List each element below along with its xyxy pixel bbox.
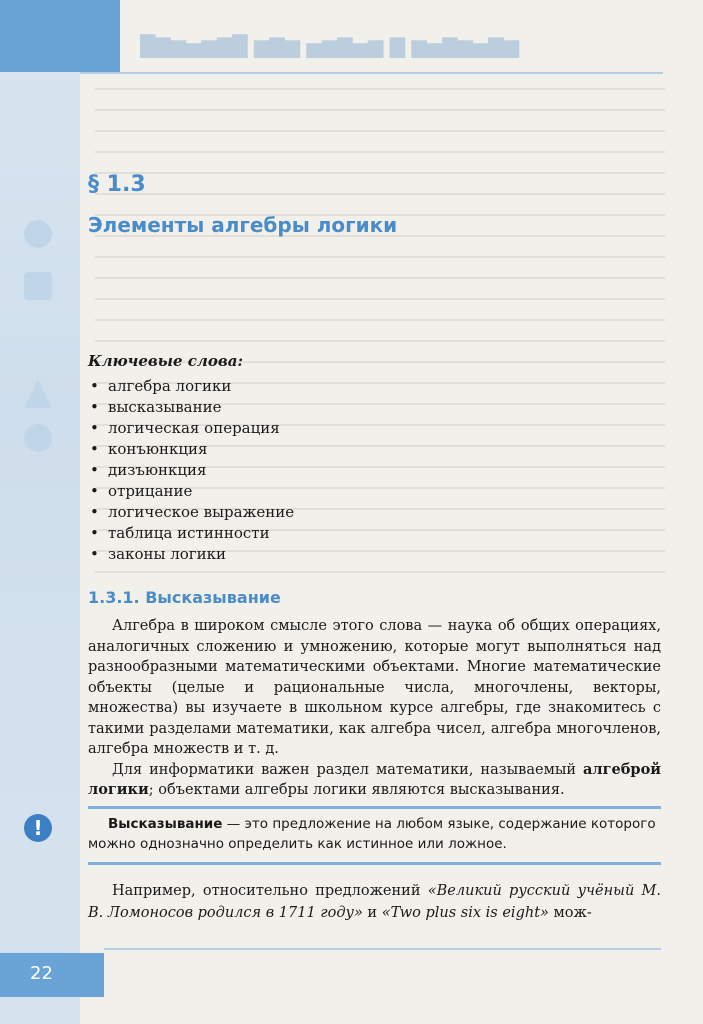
- keyword-item: • дизъюнкция: [88, 460, 588, 481]
- keyword-item: • конъюнкция: [88, 439, 588, 460]
- keywords-block: [88, 352, 588, 565]
- keywords-list: [88, 376, 588, 565]
- definition-term: Высказывание: [108, 816, 223, 832]
- example-text: [88, 880, 661, 924]
- definition-rule-top: [88, 806, 661, 809]
- section-number: § 1.3: [88, 172, 146, 197]
- paragraph-example: Например, относительно предложений «Великий русский учёный М. В. Ломоносов родился в 1711 году» и «Two plus six is eight» мож-: [88, 883, 662, 921]
- page-number-block: [0, 953, 104, 997]
- globe-icon: [24, 220, 52, 248]
- keyword-item: • логическое выражение: [88, 502, 588, 523]
- grid-icon: [24, 272, 52, 300]
- page-number: 22: [30, 963, 53, 984]
- section-title: Элементы алгебры логики: [88, 213, 398, 237]
- quote-english: «Two plus six is eight»: [381, 905, 549, 921]
- shield-icon: [24, 424, 52, 452]
- paragraph-algebra: Алгебра в широком смысле этого слова — наука об общих операциях, аналогичных сложению и умножению, которые могут выполняться над разнообразными математическими объектами. Многие математические объекты (целые и рациональные числа, многочлены, векторы, множества) вы изучаете в школьном курсе алгебры, где знакомитесь с такими разделами математики, как алгебра чисел, алгебра многочленов, алгебра множеств и т. д.: [88, 618, 661, 757]
- page-margin-sidebar: [0, 0, 80, 1024]
- definition-box: [88, 814, 661, 854]
- keyword-item: • отрицание: [88, 481, 588, 502]
- keyword-item: • высказывание: [88, 397, 588, 418]
- exclamation-icon: !: [24, 814, 52, 842]
- keyword-item: • законы логики: [88, 544, 588, 565]
- paragraph-logic: Для информатики важен раздел математики, называемый алгеброй логики; объектами алгебры логики являются высказывания.: [88, 760, 661, 798]
- definition-text: Высказывание — это предложение на любом языке, содержание которого можно однозначно определить как истинное или ложное.: [88, 816, 656, 852]
- subsection-title: 1.3.1. Высказывание: [88, 588, 281, 607]
- keywords-heading: Ключевые слова:: [88, 352, 244, 370]
- body-text: [88, 616, 661, 801]
- bleed-through-heading: █▇▆▅▆▇█ ▆▇▆ ▅▆▇▅▆ ▇ ▆▅▇▆▅▇▆: [140, 34, 520, 58]
- definition-rule-bottom: [88, 862, 661, 865]
- keyword-item: • таблица истинности: [88, 523, 588, 544]
- footer-rule: [104, 948, 661, 950]
- bold-term: алгеброй логики: [88, 760, 661, 798]
- header-rule: [80, 72, 663, 74]
- keyword-item: • логическая операция: [88, 418, 588, 439]
- keyword-item: • алгебра логики: [88, 376, 588, 397]
- quote-lomonosov: «Великий русский учёный М. В. Ломоносов родился в 1711 году»: [88, 883, 662, 921]
- corner-color-block: [0, 0, 120, 72]
